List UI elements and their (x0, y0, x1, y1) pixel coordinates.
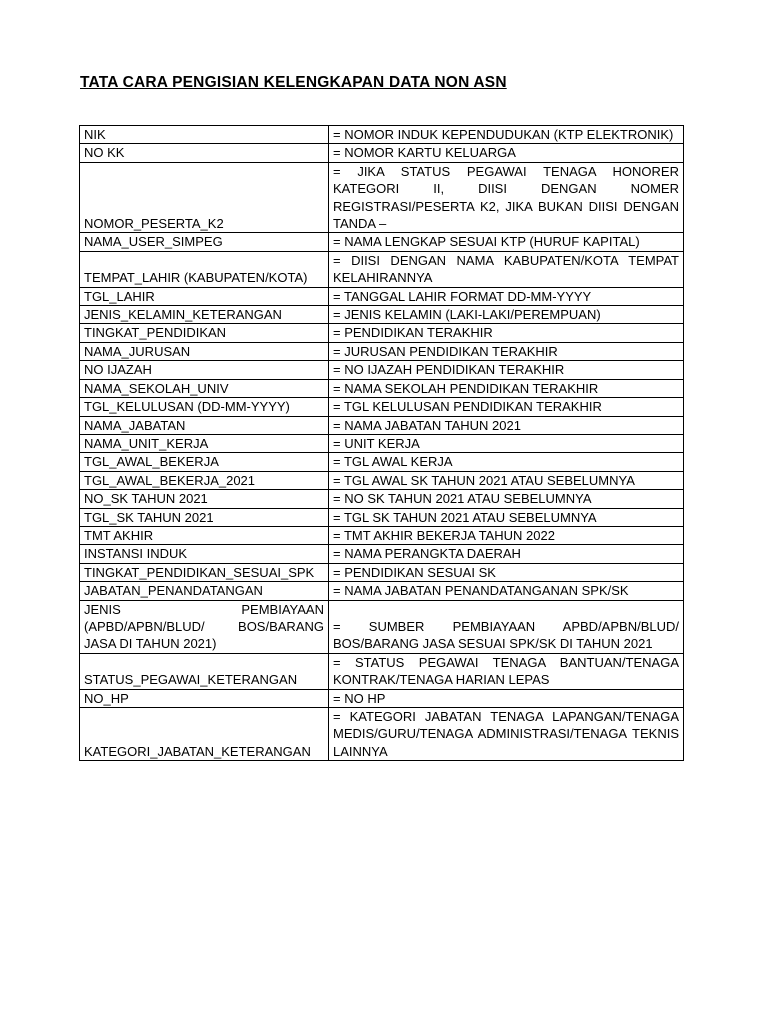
field-description-cell: = NAMA LENGKAP SESUAI KTP (HURUF KAPITAL) (329, 233, 684, 251)
field-name-cell: TGL_KELULUSAN (DD-MM-YYYY) (80, 398, 329, 416)
table-row (80, 251, 684, 287)
field-description-cell: = NAMA JABATAN PENANDATANGANAN SPK/SK (329, 582, 684, 600)
field-description-cell: = PENDIDIKAN SESUAI SK (329, 563, 684, 581)
table-row (80, 324, 684, 342)
field-name-cell: JENIS_KELAMIN_KETERANGAN (80, 306, 329, 324)
field-description-cell: = SUMBER PEMBIAYAAN APBD/APBN/BLUD/ BOS/BARANG JASA SESUAI SPK/SK DI TAHUN 2021 (329, 600, 684, 653)
field-name-cell: NO_HP (80, 689, 329, 707)
field-description-cell: = TMT AKHIR BEKERJA TAHUN 2022 (329, 526, 684, 544)
field-name-cell: JABATAN_PENANDATANGAN (80, 582, 329, 600)
field-name-cell: NO IJAZAH (80, 361, 329, 379)
field-description-cell: = NOMOR KARTU KELUARGA (329, 144, 684, 162)
table-row (80, 689, 684, 707)
table-row (80, 600, 684, 653)
field-name-cell: TMT AKHIR (80, 526, 329, 544)
field-name-cell: NAMA_JABATAN (80, 416, 329, 434)
table-row (80, 361, 684, 379)
field-description-cell: = TANGGAL LAHIR FORMAT DD-MM-YYYY (329, 287, 684, 305)
field-description-cell: = JENIS KELAMIN (LAKI-LAKI/PEREMPUAN) (329, 306, 684, 324)
field-name-cell: TINGKAT_PENDIDIKAN_SESUAI_SPK (80, 563, 329, 581)
field-name-cell: NIK (80, 126, 329, 144)
field-name-cell: TGL_AWAL_BEKERJA_2021 (80, 471, 329, 489)
field-name-cell: TINGKAT_PENDIDIKAN (80, 324, 329, 342)
field-description-cell: = JURUSAN PENDIDIKAN TERAKHIR (329, 342, 684, 360)
table-row (80, 434, 684, 452)
field-name-cell: NAMA_USER_SIMPEG (80, 233, 329, 251)
table-row (80, 508, 684, 526)
field-description-cell: = JIKA STATUS PEGAWAI TENAGA HONORER KATEGORI II, DIISI DENGAN NOMER REGISTRASI/PESERTA K2, JIKA BUKAN DIISI DENGAN TANDA – (329, 162, 684, 233)
table-row (80, 379, 684, 397)
field-name-cell: NOMOR_PESERTA_K2 (80, 162, 329, 233)
field-name-cell: NO KK (80, 144, 329, 162)
table-row (80, 653, 684, 689)
field-name-cell: TGL_SK TAHUN 2021 (80, 508, 329, 526)
field-name-cell: JENIS PEMBIAYAAN (APBD/APBN/BLUD/ BOS/BARANG JASA DI TAHUN 2021) (80, 600, 329, 653)
field-description-cell: = PENDIDIKAN TERAKHIR (329, 324, 684, 342)
field-name-cell: KATEGORI_JABATAN_KETERANGAN (80, 708, 329, 761)
document-title: TATA CARA PENGISIAN KELENGKAPAN DATA NON ASN (80, 74, 507, 91)
table-row (80, 126, 684, 144)
field-description-cell: = KATEGORI JABATAN TENAGA LAPANGAN/TENAGA MEDIS/GURU/TENAGA ADMINISTRASI/TENAGA TEKNIS LAINNYA (329, 708, 684, 761)
field-name-cell: INSTANSI INDUK (80, 545, 329, 563)
table-row (80, 287, 684, 305)
field-description-cell: = NO SK TAHUN 2021 ATAU SEBELUMNYA (329, 490, 684, 508)
table-row (80, 398, 684, 416)
table-row (80, 162, 684, 233)
field-name-cell: NAMA_SEKOLAH_UNIV (80, 379, 329, 397)
field-description-cell: = NO IJAZAH PENDIDIKAN TERAKHIR (329, 361, 684, 379)
field-name-cell: NAMA_UNIT_KERJA (80, 434, 329, 452)
table-row (80, 453, 684, 471)
table-row (80, 490, 684, 508)
field-description-cell: = NAMA PERANGKTA DAERAH (329, 545, 684, 563)
table-row (80, 233, 684, 251)
field-description-cell: = STATUS PEGAWAI TENAGA BANTUAN/TENAGA KONTRAK/TENAGA HARIAN LEPAS (329, 653, 684, 689)
table-row (80, 708, 684, 761)
table-row (80, 526, 684, 544)
field-description-cell: = TGL AWAL SK TAHUN 2021 ATAU SEBELUMNYA (329, 471, 684, 489)
table-row (80, 471, 684, 489)
field-name-cell: NO_SK TAHUN 2021 (80, 490, 329, 508)
field-description-cell: = NO HP (329, 689, 684, 707)
field-name-cell: TGL_LAHIR (80, 287, 329, 305)
field-description-cell: = DIISI DENGAN NAMA KABUPATEN/KOTA TEMPAT KELAHIRANNYA (329, 251, 684, 287)
field-description-cell: = NOMOR INDUK KEPENDUDUKAN (KTP ELEKTRONIK) (329, 126, 684, 144)
field-guide-table (79, 125, 684, 761)
table-row (80, 306, 684, 324)
table-row (80, 342, 684, 360)
field-description-cell: = TGL SK TAHUN 2021 ATAU SEBELUMNYA (329, 508, 684, 526)
field-name-cell: TGL_AWAL_BEKERJA (80, 453, 329, 471)
field-description-cell: = UNIT KERJA (329, 434, 684, 452)
field-description-cell: = TGL AWAL KERJA (329, 453, 684, 471)
table-row (80, 545, 684, 563)
table-row (80, 144, 684, 162)
field-description-cell: = NAMA JABATAN TAHUN 2021 (329, 416, 684, 434)
field-description-cell: = NAMA SEKOLAH PENDIDIKAN TERAKHIR (329, 379, 684, 397)
field-description-cell: = TGL KELULUSAN PENDIDIKAN TERAKHIR (329, 398, 684, 416)
field-name-cell: TEMPAT_LAHIR (KABUPATEN/KOTA) (80, 251, 329, 287)
field-name-cell: NAMA_JURUSAN (80, 342, 329, 360)
table-row (80, 416, 684, 434)
field-name-cell: STATUS_PEGAWAI_KETERANGAN (80, 653, 329, 689)
table-row (80, 563, 684, 581)
table-row (80, 582, 684, 600)
